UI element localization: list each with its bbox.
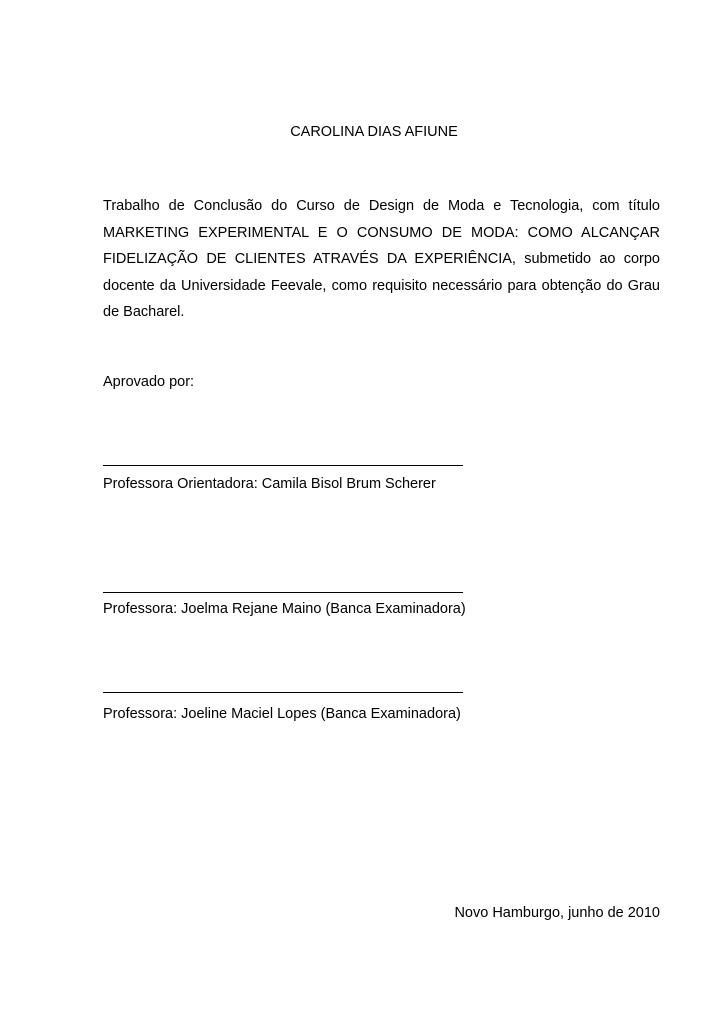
signature-line-advisor bbox=[103, 465, 463, 466]
signature-line-examiner-2 bbox=[103, 692, 463, 693]
thesis-statement: Trabalho de Conclusão do Curso de Design de Moda e Tecnologia, com título MARKETING EXPERIMENTAL E O CONSUMO DE MODA: COMO ALCANÇAR FIDELIZAÇÃO DE CLIENTES ATRAVÉS DA EXPERIÊNCIA, submetido ao corpo docente da Universidade Feevale, como requisito necessário para obtenção do Grau de Bacharel. bbox=[103, 198, 660, 321]
place-and-date: Novo Hamburgo, junho de 2010 bbox=[454, 905, 660, 921]
signature-name-advisor: Professora Orientadora: Camila Bisol Brum Scherer bbox=[103, 476, 436, 492]
signature-line-examiner-1 bbox=[103, 592, 463, 593]
signature-name-examiner-1: Professora: Joelma Rejane Maino (Banca Examinadora) bbox=[103, 601, 466, 617]
approved-by-label: Aprovado por: bbox=[103, 374, 195, 390]
signature-name-examiner-2: Professora: Joeline Maciel Lopes (Banca Examinadora) bbox=[103, 706, 461, 722]
author-name: CAROLINA DIAS AFIUNE bbox=[290, 124, 458, 140]
